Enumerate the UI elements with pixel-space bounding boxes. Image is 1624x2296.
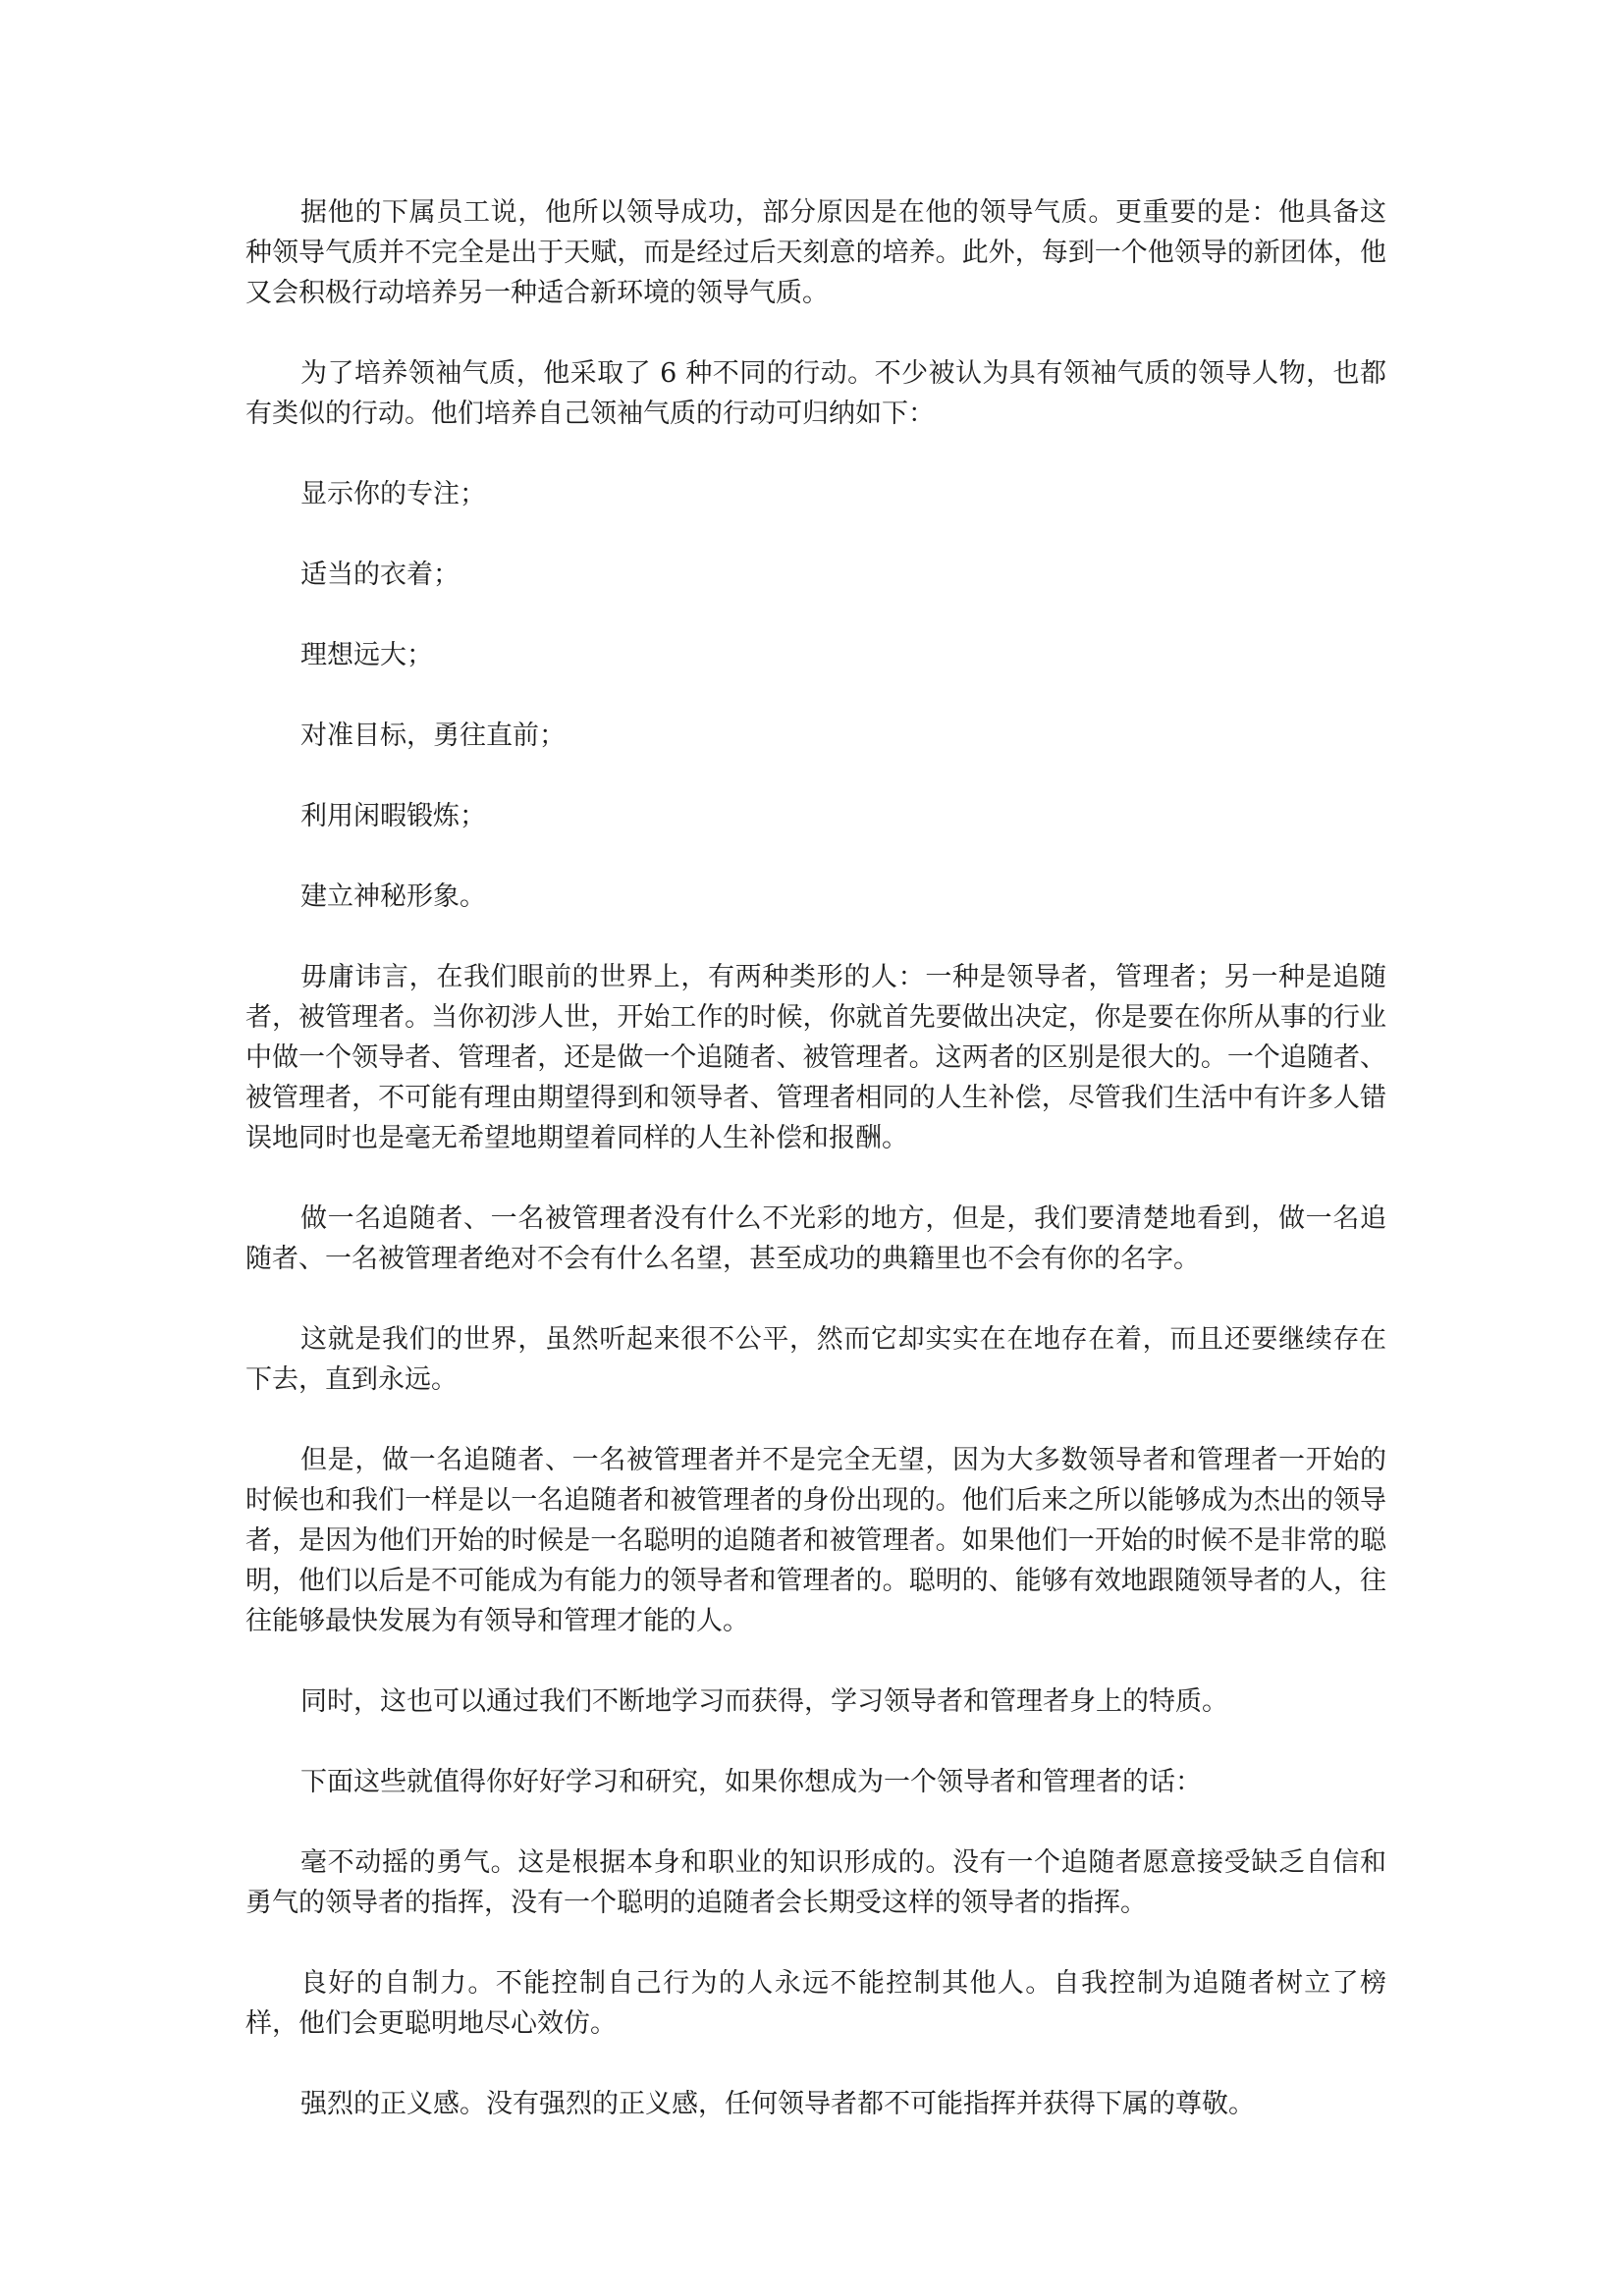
list-item-show-focus: 显示你的专注； [300, 479, 486, 509]
paragraph-two-types-of-people: 毋庸讳言，在我们眼前的世界上，有两种类形的人：一种是领导者，管理者；另一种是追随者，被管理者。当你初涉人世，开始工作的时候，你就首先要做出决定，你是要在你所从事的行业中做一个领导者、管理者，还是做一个追随者、被管理者。这两者的区别是很大的。一个追随者、被管理者，不可能有理由期望得到和领导者、管理者相同的人生补偿，尽管我们生活中有许多人错误地同时也是毫无希望地期望着同样的人生补偿和报酬。 [245, 962, 1386, 1153]
paragraph-six-actions-intro: 为了培养领袖气质，他采取了 6 种不同的行动。不少被认为具有领袖气质的领导人物，也都有类似的行动。他们培养自己领袖气质的行动可归纳如下： [245, 358, 1386, 429]
paragraph-our-world: 这就是我们的世界，虽然听起来很不公平，然而它却实实在在地存在着，而且还要继续存在下去，直到永远。 [245, 1324, 1386, 1395]
paragraph-smart-followers: 但是，做一名追随者、一名被管理者并不是完全无望，因为大多数领导者和管理者一开始的时候也和我们一样是以一名追随者和被管理者的身份出现的。他们后来之所以能够成为杰出的领导者，是因为他们开始的时候是一名聪明的追随者和被管理者。如果他们一开始的时候不是非常的聪明，他们以后是不可能成为有能力的领导者和管理者的。聪明的、能够有效地跟随领导者的人，往往能够最快发展为有领导和管理才能的人。 [245, 1445, 1386, 1636]
paragraph-follower-no-fame: 做一名追随者、一名被管理者没有什么不光彩的地方，但是，我们要清楚地看到，做一名追随者、一名被管理者绝对不会有什么名望，甚至成功的典籍里也不会有你的名字。 [245, 1203, 1386, 1274]
paragraph-worth-studying: 下面这些就值得你好好学习和研究，如果你想成为一个领导者和管理者的话： [300, 1767, 1202, 1797]
paragraph-learning-traits: 同时，这也可以通过我们不断地学习而获得，学习领导者和管理者身上的特质。 [300, 1686, 1228, 1717]
paragraph-leadership-temperament: 据他的下属员工说，他所以领导成功，部分原因是在他的领导气质。更重要的是：他具备这种领导气质并不完全是出于天赋，而是经过后天刻意的培养。此外，每到一个他领导的新团体，他又会积极行动培养另一种适合新环境的领导气质。 [245, 197, 1386, 308]
list-item-aim-forward: 对准目标，勇往直前； [300, 721, 566, 751]
list-item-proper-attire: 适当的衣着； [300, 560, 460, 590]
paragraph-courage: 毫不动摇的勇气。这是根据本身和职业的知识形成的。没有一个追随者愿意接受缺乏自信和勇气的领导者的指挥，没有一个聪明的追随者会长期受这样的领导者的指挥。 [245, 1847, 1386, 1918]
list-item-lofty-ideals: 理想远大； [300, 640, 433, 670]
list-item-leisure-training: 利用闲暇锻炼； [300, 801, 486, 831]
document-body [245, 192, 1386, 2164]
paragraph-sense-of-justice: 强烈的正义感。没有强烈的正义感，任何领导者都不可能指挥并获得下属的尊敬。 [300, 2089, 1255, 2119]
list-item-mysterious-image: 建立神秘形象。 [300, 881, 486, 912]
paragraph-self-control: 良好的自制力。不能控制自己行为的人永远不能控制其他人。自我控制为追随者树立了榜样，他们会更聪明地尽心效仿。 [245, 1968, 1386, 2039]
